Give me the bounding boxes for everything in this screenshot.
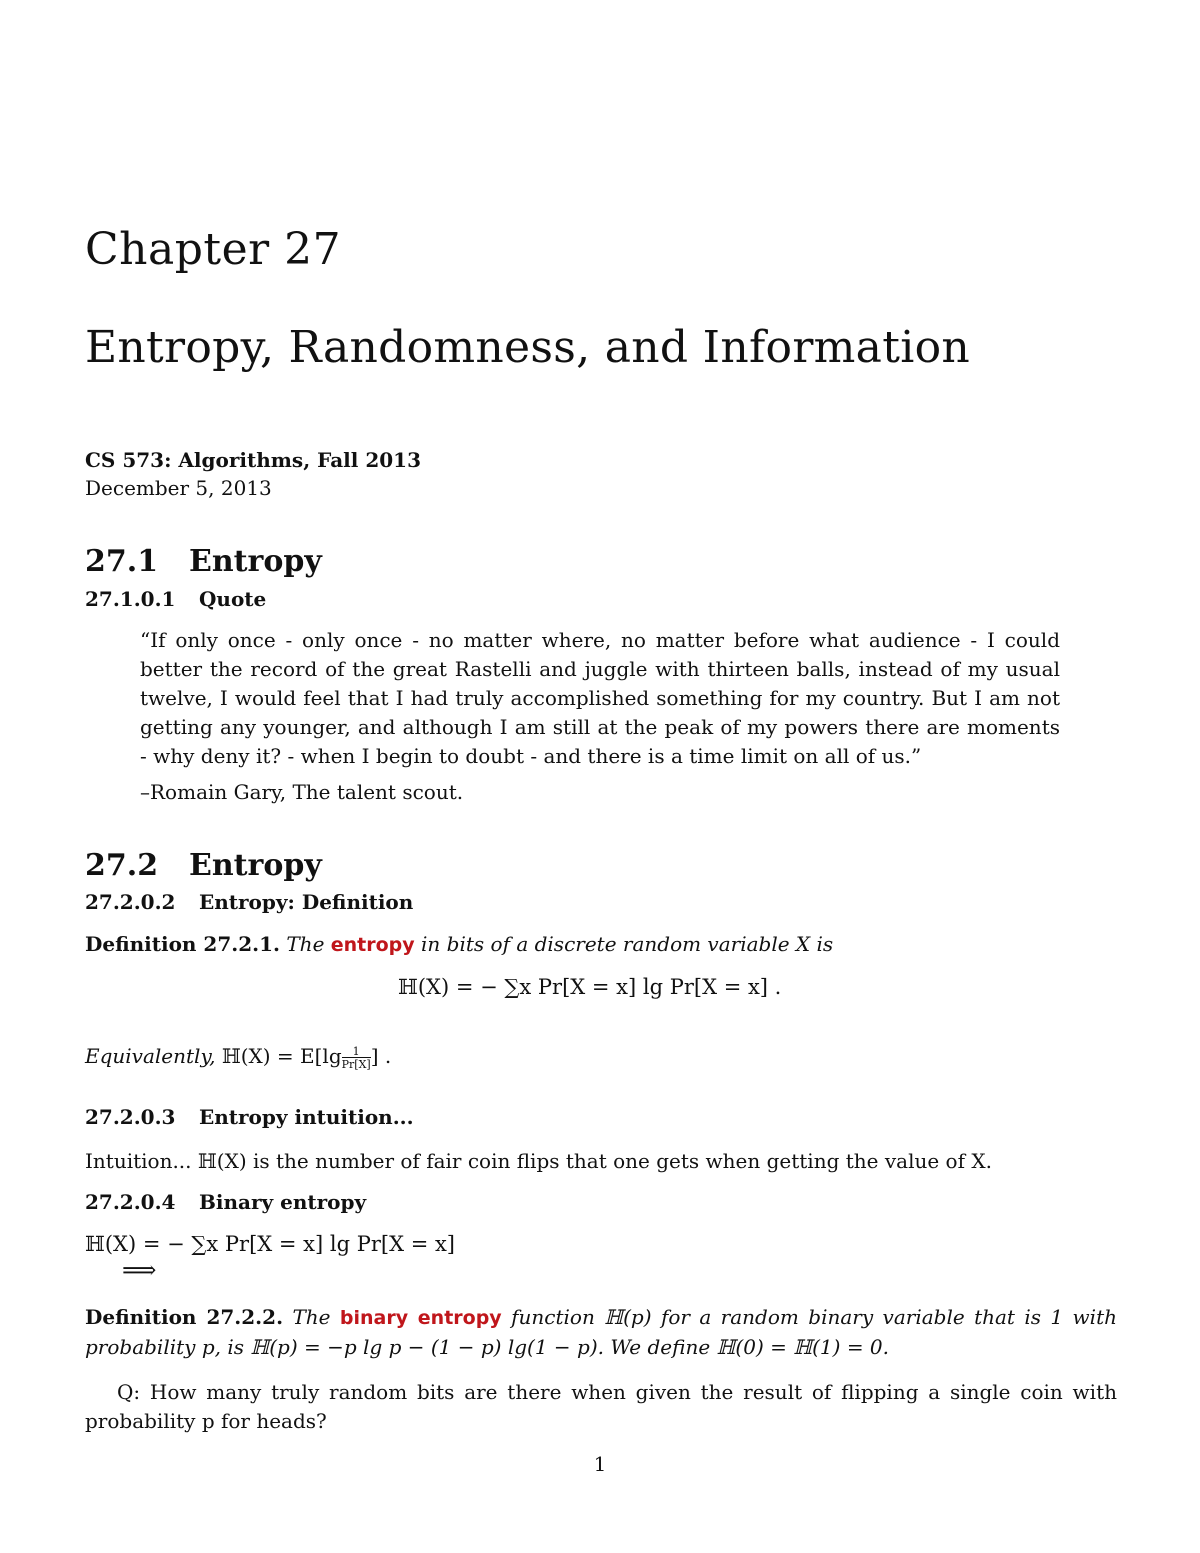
subsection-heading-binary — [85, 1190, 366, 1214]
definition-label: Definition 27.2.1. — [85, 932, 280, 956]
subsection-heading-intuition — [85, 1105, 414, 1129]
section-title: Entropy — [189, 544, 322, 579]
subsection-number: 27.2.0.4 — [85, 1190, 176, 1214]
section-heading-27-2 — [85, 848, 322, 883]
fraction-numerator: 1 — [352, 1044, 360, 1058]
definition-label: Definition 27.2.2. — [85, 1305, 284, 1329]
page-number: 1 — [593, 1452, 607, 1476]
section-number: 27.1 — [85, 544, 159, 579]
term-binary-entropy: binary entropy — [339, 1307, 502, 1329]
quote-text: “If only once - only once - no matter where, no matter before what audience - I could better the record of the great Rastelli and juggle with thirteen balls, instead of my usual twelve, I would feel that I had truly accomplished something for my country. But I am not getting any younger, and although I am still at the peak of my powers there are moments - why deny it? - when I begin to doubt - and there is a time limit on all of us.” — [140, 628, 1060, 768]
equivalently-line — [85, 1044, 391, 1070]
subsection-number: 27.2.0.2 — [85, 890, 176, 914]
subsection-title: Binary entropy — [199, 1190, 367, 1214]
definition-post: function ℍ(p) for a random binary variable that is 1 with probability p, is ℍ(p) = −p lg p − (1 − p) lg(1 − p). We define ℍ(0) = ℍ(1) = 0. — [85, 1305, 1117, 1359]
implies-arrow: ⟹ — [122, 1256, 157, 1284]
chapter-heading: Chapter 27 — [85, 224, 342, 275]
term-entropy: entropy — [330, 934, 415, 956]
definition-entropy — [85, 932, 833, 956]
subsection-title: Quote — [199, 587, 267, 611]
binary-entropy-expression: ℍ(X) = − ∑x Pr[X = x] lg Pr[X = x] — [85, 1232, 456, 1256]
subsection-title: Entropy: Definition — [199, 890, 414, 914]
definition-pre: The — [292, 1305, 331, 1329]
course-line: CS 573: Algorithms, Fall 2013 — [85, 448, 422, 472]
fraction-denominator: Pr[X] — [341, 1057, 371, 1071]
subsection-heading-quote — [85, 587, 266, 611]
subsection-title: Entropy intuition... — [199, 1105, 414, 1129]
equivalently-close: ] . — [370, 1044, 392, 1068]
entropy-equation: ℍ(X) = − ∑x Pr[X = x] lg Pr[X = x] . — [398, 975, 782, 999]
subsection-number: 27.2.0.3 — [85, 1105, 176, 1129]
equivalently-label: Equivalently, — [85, 1044, 216, 1068]
section-title: Entropy — [189, 848, 322, 883]
equivalently-expression: ℍ(X) = E[lg — [221, 1044, 342, 1068]
subsection-heading-definition — [85, 890, 413, 914]
chapter-title: Entropy, Randomness, and Information — [85, 322, 970, 373]
definition-binary-entropy — [85, 1303, 1117, 1362]
definition-pre: The — [286, 932, 325, 956]
section-heading-27-1 — [85, 544, 322, 579]
subsection-number: 27.1.0.1 — [85, 587, 176, 611]
section-number: 27.2 — [85, 848, 159, 883]
definition-post: in bits of a discrete random variable X is — [421, 932, 834, 956]
question-text: Q: How many truly random bits are there when given the result of flipping a single coin with probability p for heads? — [85, 1380, 1117, 1433]
fraction — [342, 1046, 371, 1070]
intuition-text: Intuition... ℍ(X) is the number of fair coin flips that one gets when getting the value of X. — [85, 1149, 992, 1173]
quote-attribution: –Romain Gary, The talent scout. — [140, 780, 464, 804]
date-line: December 5, 2013 — [85, 476, 272, 500]
